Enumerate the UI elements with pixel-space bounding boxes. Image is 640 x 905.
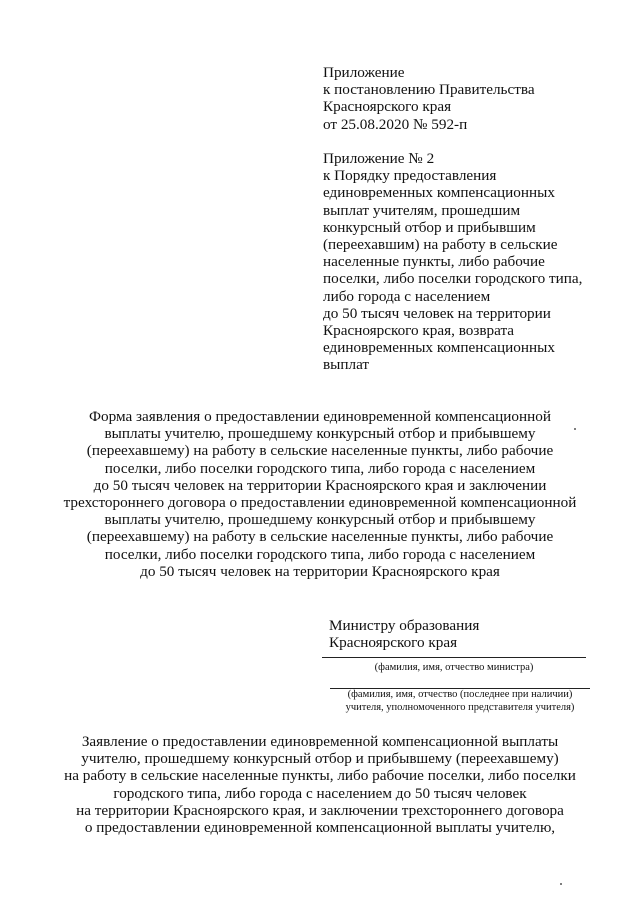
appendix-2-header xyxy=(323,150,582,374)
appendix-header-line: к постановлению Правительства xyxy=(323,81,535,99)
appendix-header-line: от 25.08.2020 № 592-п xyxy=(323,115,468,133)
appendix-2-line: Красноярского края, возврата xyxy=(323,322,515,340)
appendix-2-line: Приложение № 2 xyxy=(323,150,435,167)
appendix-2-line: поселки, либо поселки городского типа, xyxy=(323,270,583,288)
form-title-line: до 50 тысяч человек на территории Красноярского края и заключении xyxy=(93,476,547,494)
minister-name-caption: (фамилия, имя, отчество министра) xyxy=(374,662,534,673)
appendix-2-line: конкурсный отбор и прибывшим xyxy=(323,218,536,236)
statement-title-line: городского типа, либо города с населением до 50 тысяч человек xyxy=(113,784,527,802)
statement-title-line: о предоставлении единовременной компенсационной выплаты учителю, xyxy=(84,819,556,837)
appendix-2-line: к Порядку предоставления xyxy=(323,167,497,185)
form-title-line: выплаты учителю, прошедшему конкурсный отбор и прибывшему xyxy=(104,425,536,443)
appendix-2-line: выплат учителям, прошедшим xyxy=(323,201,521,219)
appendix-2-line: выплат xyxy=(323,356,370,374)
form-title-line: Форма заявления о предоставлении единовременной компенсационной xyxy=(89,408,551,425)
appendix-2-line: единовременных компенсационных xyxy=(323,184,555,202)
teacher-caption-line: (фамилия, имя, отчество (последнее при наличии) xyxy=(347,689,573,700)
appendix-2-line: (переехавшим) на работу в сельские xyxy=(323,236,558,254)
statement-title-line: учителю, прошедшему конкурсный отбор и прибывшему (переехавшему) xyxy=(81,750,559,768)
appendix-2-line: населенные пункты, либо рабочие xyxy=(323,253,545,271)
addressee-block xyxy=(329,617,479,651)
appendix-header-line: Приложение xyxy=(323,64,405,81)
form-title-line: поселки, либо поселки городского типа, либо города с населением xyxy=(104,545,536,563)
statement-title xyxy=(0,733,640,836)
form-title-line: трехстороннего договора о предоставлении единовременной компенсационной xyxy=(63,494,577,512)
teacher-caption-line: учителя, уполномоченного представителя учителя) xyxy=(345,702,575,713)
form-title-line: до 50 тысяч человек на территории Красноярского края xyxy=(140,562,500,580)
addressee-line: Красноярского края xyxy=(329,634,458,652)
statement-title-line: Заявление о предоставлении единовременной компенсационной выплаты xyxy=(81,733,559,750)
appendix-header xyxy=(323,64,535,133)
appendix-2-line: до 50 тысяч человек на территории xyxy=(323,304,551,322)
form-title-line: (переехавшему) на работу в сельские населенные пункты, либо рабочие xyxy=(86,442,554,460)
statement-title-line: на работу в сельские населенные пункты, либо рабочие поселки, либо поселки xyxy=(64,767,576,785)
form-title xyxy=(0,408,640,580)
addressee-line: Министру образования xyxy=(329,617,480,634)
form-title-line: поселки, либо поселки городского типа, либо города с населением xyxy=(104,459,536,477)
teacher-name-caption xyxy=(320,688,600,714)
form-title-line: выплаты учителю, прошедшему конкурсный отбор и прибывшему xyxy=(104,511,536,529)
scan-speck xyxy=(560,883,562,885)
appendix-2-line: единовременных компенсационных xyxy=(323,339,555,357)
scan-speck xyxy=(574,428,576,430)
appendix-2-line: либо города с населением xyxy=(323,287,491,305)
statement-title-line: на территории Красноярского края, и заключении трехстороннего договора xyxy=(76,801,564,819)
minister-name-field-line xyxy=(322,657,586,658)
appendix-header-line: Красноярского края xyxy=(323,98,452,116)
form-title-line: (переехавшему) на работу в сельские населенные пункты, либо рабочие xyxy=(86,528,554,546)
